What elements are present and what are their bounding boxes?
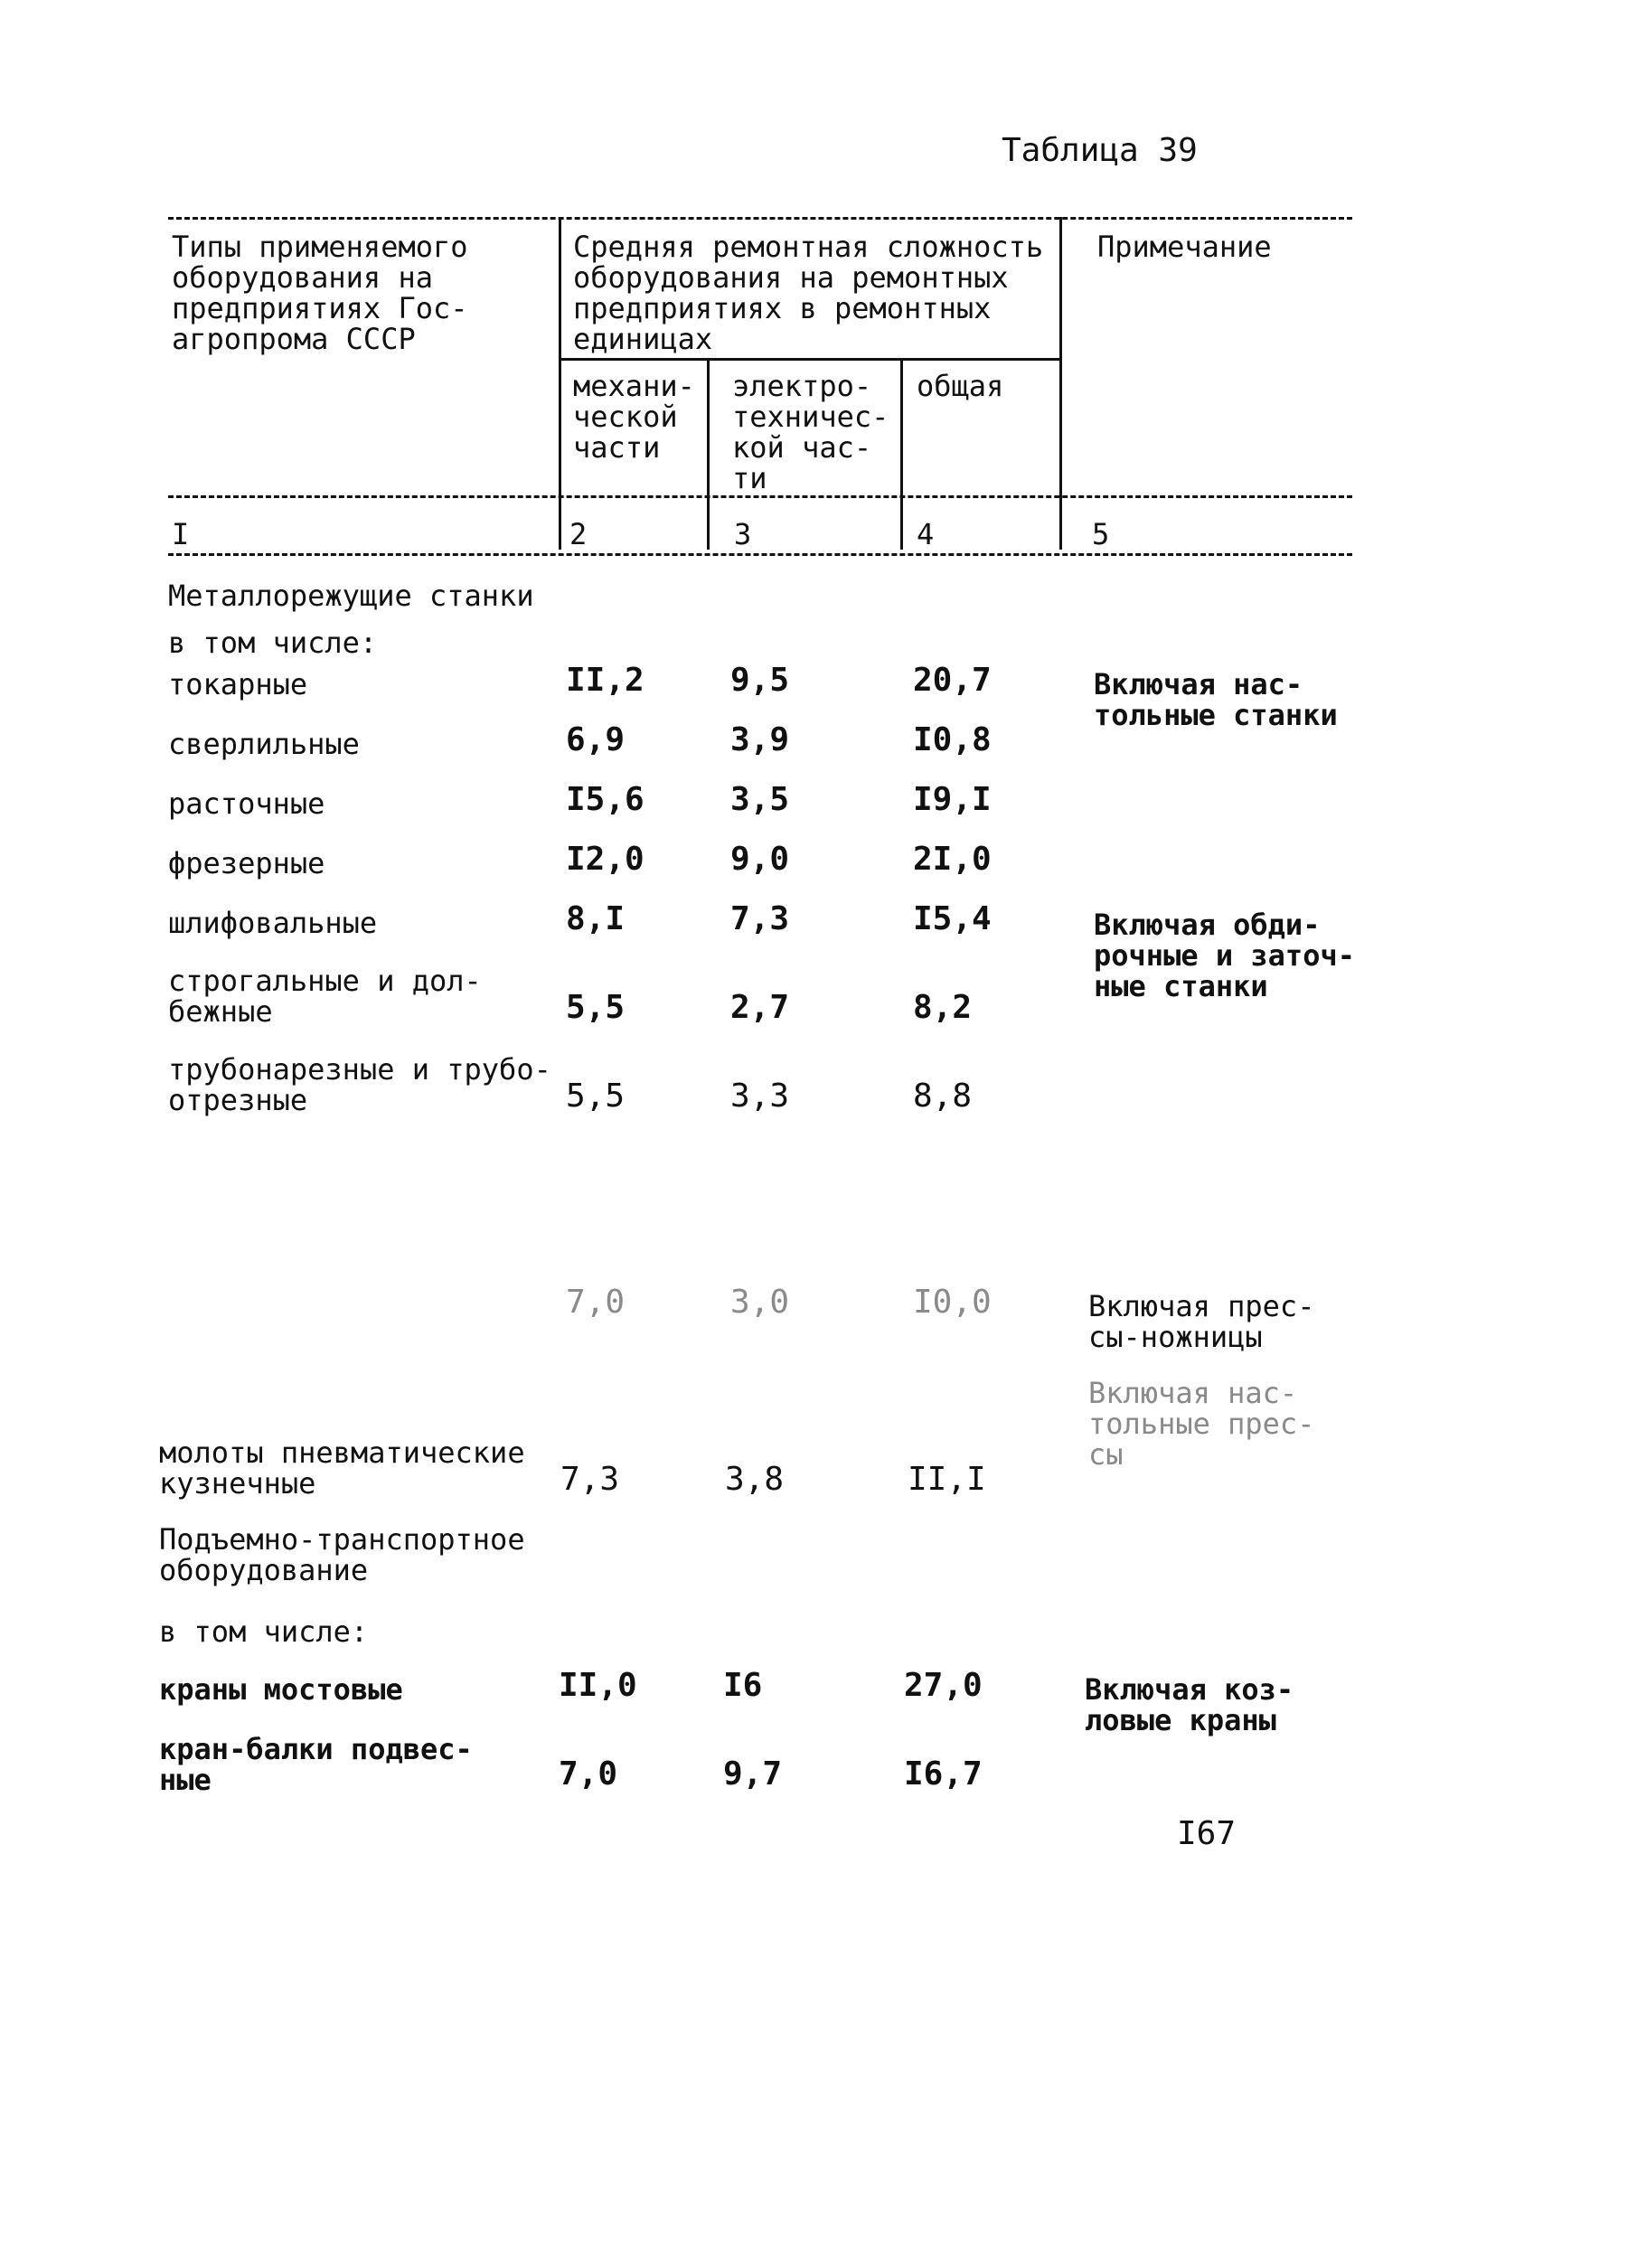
cell-mech: 8,I xyxy=(566,900,626,937)
row-name: Металлорежущие станки xyxy=(168,579,534,613)
cell-elec: 3,9 xyxy=(730,721,790,758)
cell-total: 20,7 xyxy=(913,662,992,699)
header-vline-1 xyxy=(559,217,561,550)
cell-total: I5,4 xyxy=(913,900,992,937)
col-number-2: 2 xyxy=(569,517,588,551)
header-col2: механи- ческой части xyxy=(573,369,695,465)
cell-total: I0,8 xyxy=(913,721,992,758)
row-name: молоты пневматические кузнечные xyxy=(159,1435,525,1501)
cell-total: 27,0 xyxy=(904,1667,983,1704)
col-number-4: 4 xyxy=(917,517,935,551)
row-name: строгальные и дол- бежные xyxy=(168,964,482,1029)
header-col5: Примечание xyxy=(1097,230,1272,264)
col-number-3: 3 xyxy=(734,517,752,551)
header-col3: электро- техничес- кой час- ти xyxy=(732,369,889,495)
cell-note: Включая нас- тольные станки xyxy=(1094,667,1338,732)
header-vline-3 xyxy=(900,358,903,550)
header-bottom-rule xyxy=(168,553,1352,556)
row-name: токарные xyxy=(168,667,308,701)
cell-mech: II,2 xyxy=(566,662,644,699)
cell-mech: I2,0 xyxy=(566,841,644,878)
header-vline-2 xyxy=(707,358,710,550)
cell-total: I9,I xyxy=(913,781,992,818)
table-caption: Таблица 39 xyxy=(1002,132,1198,169)
row-name: краны мостовые xyxy=(159,1672,403,1707)
header-group-rule xyxy=(560,358,1059,361)
cell-elec: 7,3 xyxy=(730,900,790,937)
col-number-1: I xyxy=(172,517,190,551)
header-col1: Типы применяемого оборудования на предприятиях Гос- агропрома СССР xyxy=(172,230,468,356)
row-name: сверлильные xyxy=(168,727,360,761)
row-name: в том числе: xyxy=(159,1614,369,1649)
row-name: расточные xyxy=(168,786,325,821)
cell-mech: II,0 xyxy=(559,1667,637,1704)
row-name: в том числе: xyxy=(168,626,378,660)
cell-mech: 5,5 xyxy=(566,989,626,1026)
cell-total: I0,0 xyxy=(913,1284,992,1321)
row-name: шлифовальные xyxy=(168,906,378,940)
cell-total: I6,7 xyxy=(904,1755,983,1793)
cell-total: 8,2 xyxy=(913,989,973,1026)
row-name: кран-балки подвес- ные xyxy=(159,1732,473,1797)
cell-elec: 9,0 xyxy=(730,841,790,878)
header-group: Средняя ремонтная сложность оборудования на ремонтных предприятиях в ремонтных единицах xyxy=(573,230,1044,356)
row-name: Подъемно-транспортное оборудование xyxy=(159,1522,525,1587)
cell-mech: 7,0 xyxy=(559,1755,618,1793)
cell-note: Включая нас- тольные прес- сы xyxy=(1088,1376,1315,1472)
cell-elec: 3,0 xyxy=(730,1284,790,1321)
header-vline-4 xyxy=(1059,217,1062,550)
header-col4: общая xyxy=(917,369,1004,403)
cell-elec: 2,7 xyxy=(730,989,790,1026)
page-number: I67 xyxy=(1177,1815,1237,1852)
cell-mech: 5,5 xyxy=(566,1078,626,1115)
cell-mech: I5,6 xyxy=(566,781,644,818)
header-top-rule xyxy=(168,217,1352,220)
cell-elec: 3,8 xyxy=(725,1461,785,1498)
cell-mech: 6,9 xyxy=(566,721,626,758)
cell-elec: 9,5 xyxy=(730,662,790,699)
cell-elec: 3,5 xyxy=(730,781,790,818)
cell-elec: 3,3 xyxy=(730,1078,790,1115)
cell-total: 2I,0 xyxy=(913,841,992,878)
col-number-5: 5 xyxy=(1092,517,1110,551)
cell-elec: 9,7 xyxy=(723,1755,783,1793)
row-name: фрезерные xyxy=(168,846,325,880)
cell-note: Включая коз- ловые краны xyxy=(1085,1672,1294,1737)
cell-total: II,I xyxy=(908,1461,986,1498)
cell-note: Включая обди- рочные и заточ- ные станки xyxy=(1094,908,1355,1003)
cell-mech: 7,0 xyxy=(566,1284,626,1321)
cell-total: 8,8 xyxy=(913,1078,973,1115)
header-mid-rule xyxy=(168,495,1352,498)
cell-note: Включая прес- сы-ножницы xyxy=(1088,1289,1315,1354)
row-name: трубонарезные и трубо- отрезные xyxy=(168,1052,551,1117)
cell-elec: I6 xyxy=(723,1667,763,1704)
cell-mech: 7,3 xyxy=(560,1461,620,1498)
